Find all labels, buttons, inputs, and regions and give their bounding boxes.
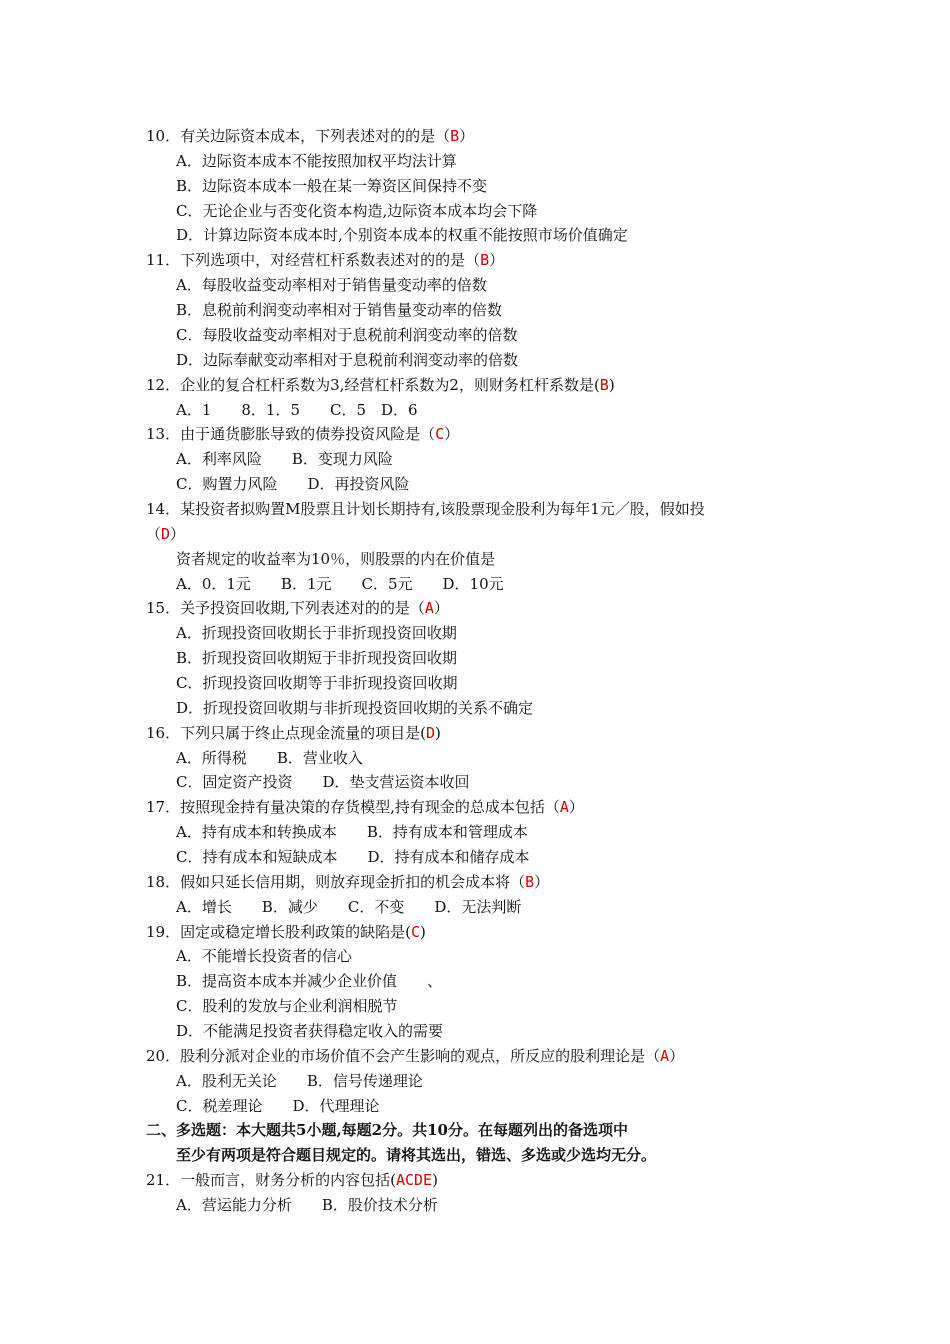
question-line [146,872,549,892]
option-line [176,648,457,668]
option-line [176,325,517,345]
answer-key: D [425,723,435,742]
line-text: （ [146,524,162,543]
line-text-end: ) [434,723,441,742]
option-line [176,897,521,917]
question-line [146,1170,438,1190]
question-line [146,598,449,618]
option-line [176,151,457,171]
option-line [176,449,393,469]
line-text: 11．下列选项中，对经营杠杆系数表述对的的是（ [146,251,481,270]
line-text: B．提高资本成本并减少企业价值 、 [176,972,443,991]
line-text: 14．某投资者拟购置M股票且计划长期持有,该股票现金股利为每年1元／股，假如投 [146,499,705,518]
question-line [146,1046,684,1066]
line-text: 18．假如只延长信用期，则放弃现金折扣的机会成本将（ [146,872,526,891]
line-text: A．每股收益变动率相对于销售量变动率的倍数 [176,276,487,295]
line-text: A．0．1元 B．1元 C．5元 D．10元 [176,574,504,593]
answer-key: C [410,922,420,941]
option-line [176,549,495,569]
option-line [176,400,418,420]
line-text: D．边际奉献变动率相对于息税前利润变动率的倍数 [176,350,519,369]
option-line [176,1096,380,1116]
line-text: C．股利的发放与企业利润相脱节 [176,997,398,1016]
question-line [146,499,705,519]
option-line [176,275,487,295]
line-text: A．边际资本成本不能按照加权平均法计算 [176,151,457,170]
question-line [146,723,441,743]
line-text: A．营运能力分析 B．股价技术分析 [176,1196,438,1214]
question-line [146,922,426,942]
line-text: A．1 8．1．5 C．5 D．6 [176,400,418,419]
section-heading [176,1145,656,1165]
option-line [176,225,628,245]
question-line [146,126,474,146]
line-text: 19．固定或稳定增长股利政策的缺陷是( [146,922,411,941]
line-text: C．每股收益变动率相对于息税前利润变动率的倍数 [176,325,518,344]
line-text-end: ) [432,1171,438,1190]
answer-key: B [450,127,460,145]
option-line [176,847,530,867]
question-line [146,797,584,817]
option-line [176,996,397,1016]
section-heading [146,1120,628,1140]
line-text: D．折现投资回收期与非折现投资回收期的关系不确定 [176,698,534,717]
line-text: 10．有关边际资本成本，下列表述对的的是（ [146,127,451,145]
option-line [176,822,528,842]
line-text: A．利率风险 B．变现力风险 [176,450,393,469]
line-text: C．无论企业与否变化资本构造,边际资本成本均会下降 [176,201,538,220]
option-line [176,1021,443,1041]
line-text: A．不能增长投资者的信心 [176,947,352,966]
option-line [176,748,363,768]
line-text: 至少有两项是符合题目规定的。请将其选出，错选、多选或少选均无分。 [176,1146,657,1165]
line-text: B．边际资本成本一般在某一筹资区间保持不变 [176,176,488,195]
line-text: C．固定资产投资 D．垫支营运资本收回 [176,773,470,792]
answer-key: A [424,599,434,618]
line-text: A．折现投资回收期长于非折现投资回收期 [176,624,457,643]
option-line [176,673,457,693]
option-line [176,201,537,221]
line-text: 20．股利分派对企业的市场价值不会产生影响的观点，所反应的股利理论是（ [146,1046,661,1065]
question-line [146,250,504,270]
question-line [146,375,615,395]
line-text: C．持有成本和短缺成本 D．持有成本和储存成本 [176,847,530,866]
line-text: 15．关予投资回收期,下列表述对的的是（ [146,599,425,618]
option-line [176,1071,423,1091]
question-line [146,424,459,444]
option-line [176,474,410,494]
option-line [176,300,502,320]
line-text-end: ) [419,922,426,941]
line-text: B．折现投资回收期短于非折现投资回收期 [176,649,458,668]
answer-key: A [660,1046,670,1065]
option-line [176,350,518,370]
line-text-end: ） [170,524,186,543]
line-text: 21．一般而言，财务分析的内容包括( [146,1171,396,1190]
answer-key: D [161,524,171,543]
option-line [176,1195,438,1215]
line-text-end: ） [669,1046,685,1065]
line-text: 12．企业的复合杠杆系数为3,经营杠杆系数为2，则财务杠杆系数是( [146,375,600,394]
line-text: 13．由于通货膨胀导致的债券投资风险是（ [146,425,436,444]
line-text: 16．下列只属于终止点现金流量的项目是( [146,723,426,742]
option-line [176,574,504,594]
line-text: C．购置力风险 D．再投资风险 [176,475,410,493]
line-text: 资者规定的收益率为10％，则股票的内在价值是 [176,549,496,568]
option-line [176,971,442,991]
line-text-end: ） [489,251,505,270]
answer-key: B [599,375,609,394]
option-line [176,946,352,966]
answer-key: B [480,251,490,270]
line-text: C．税差理论 D．代理理论 [176,1096,380,1115]
line-text: A．所得税 B．营业收入 [176,748,363,767]
line-text: D．计算边际资本成本时,个别资本成本的权重不能按照市场价值确定 [176,226,628,245]
line-text: D．不能满足投资者获得稳定收入的需要 [176,1022,444,1040]
line-text: A．增长 B．减少 C．不变 D．无法判断 [176,897,522,916]
line-text-end: ） [534,872,550,891]
answer-key: C [435,425,445,444]
line-text-end: ) [608,375,615,394]
option-line [146,524,185,544]
line-text: 二、多选题：本大题共5小题,每题2分。共10分。在每题列出的备选项中 [146,1121,628,1140]
line-text: A．股利无关论 B．信号传递理论 [176,1071,423,1090]
option-line [176,772,470,792]
option-line [176,698,533,718]
line-text: C．折现投资回收期等于非折现投资回收期 [176,673,458,692]
line-text-end: ） [568,798,584,817]
line-text-end: ） [444,425,460,444]
line-text: B．息税前利润变动率相对于销售量变动率的倍数 [176,301,503,319]
answer-key: B [525,872,535,891]
answer-key: A [559,798,569,817]
option-line [176,623,457,643]
line-text: 17．按照现金持有量决策的存货模型,持有现金的总成本包括（ [146,798,560,817]
line-text-end: ） [459,127,475,145]
line-text-end: ） [433,599,449,618]
line-text: A．持有成本和转换成本 B．持有成本和管理成本 [176,823,528,842]
answer-key: ACDE [395,1171,433,1190]
option-line [176,176,487,196]
